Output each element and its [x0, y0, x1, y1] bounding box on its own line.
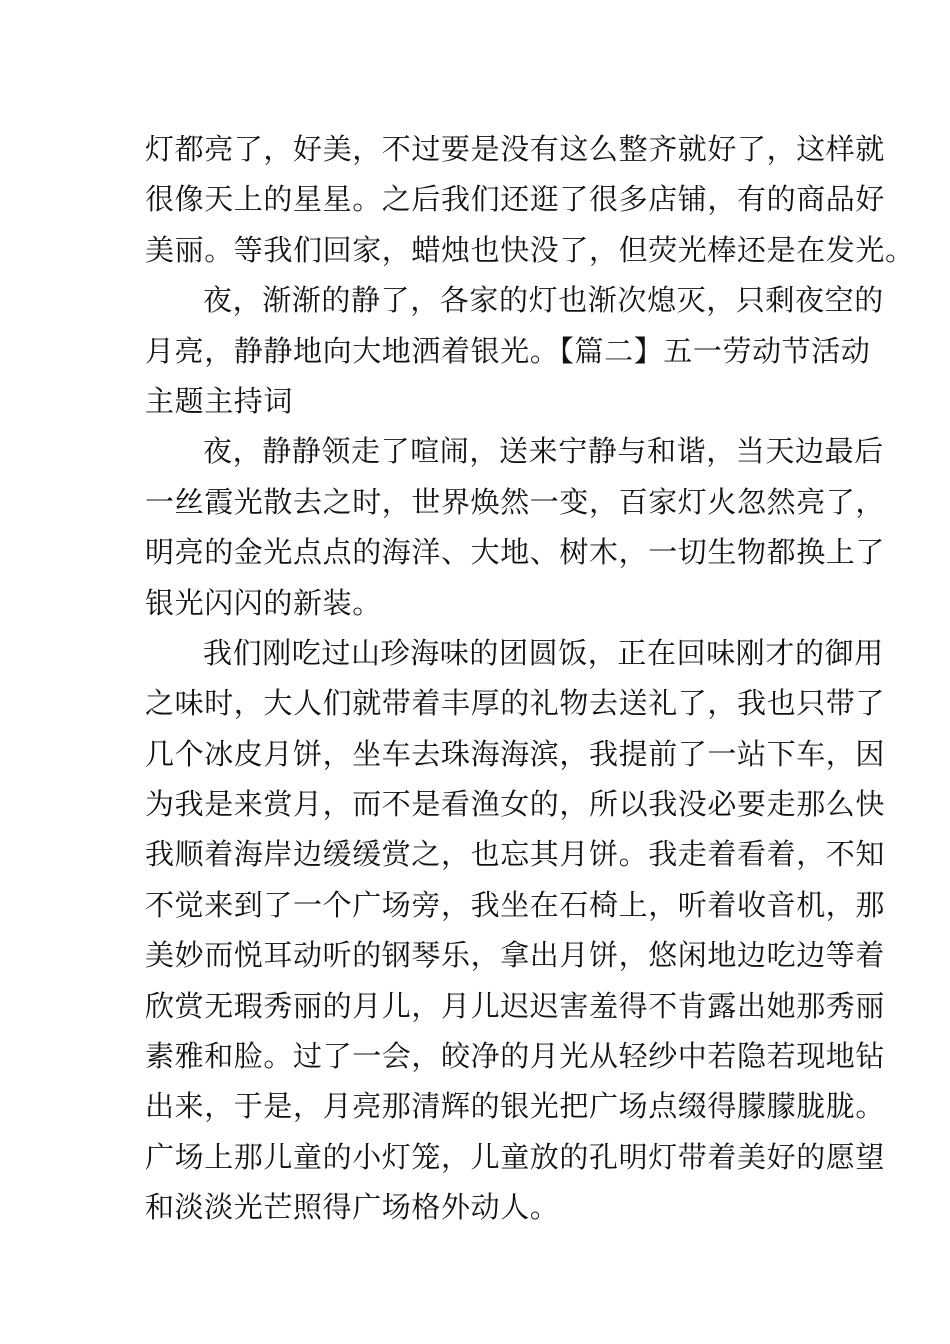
text-line: 月亮，静静地向大地洒着银光。【篇二】五一劳动节活动 — [145, 333, 871, 368]
text-line: 素雅和脸。过了一会，皎净的月光从轻纱中若隐若现地钻 — [145, 1039, 886, 1074]
text-line: 我顺着海岸边缓缓赏之，也忘其月饼。我走着看着，不知 — [145, 837, 886, 872]
paragraph-first-line: 夜，静静领走了喧闹，送来宁静与和谐，当天边最后 — [203, 434, 884, 469]
text-line: 几个冰皮月饼，坐车去珠海海滨，我提前了一站下车，因 — [145, 736, 886, 771]
text-line: 很像天上的星星。之后我们还逛了很多店铺，有的商品好 — [145, 182, 886, 217]
paragraph-first-line: 我们刚吃过山珍海味的团圆饭，正在回味刚才的御用 — [203, 635, 884, 670]
text-line: 主题主持词 — [145, 383, 294, 418]
text-line: 出来，于是，月亮那清辉的银光把广场点缀得朦朦胧胧。 — [145, 1089, 886, 1124]
text-line: 为我是来赏月，而不是看渔女的，所以我没必要走那么快 — [145, 787, 886, 822]
text-line: 明亮的金光点点的海洋、大地、树木，一切生物都换上了 — [145, 535, 886, 570]
text-line: 和淡淡光芒照得广场格外动人。 — [145, 1190, 560, 1225]
text-line: 银光闪闪的新装。 — [145, 585, 382, 620]
paragraph-first-line: 夜，渐渐的静了，各家的灯也渐次熄灭，只剩夜空的 — [203, 283, 884, 318]
text-line: 美丽。等我们回家，蜡烛也快没了，但荧光棒还是在发光。 — [145, 232, 915, 267]
text-line: 一丝霞光散去之时，世界焕然一变，百家灯火忽然亮了， — [145, 484, 886, 519]
text-line: 不觉来到了一个广场旁，我坐在石椅上，听着收音机，那 — [145, 887, 886, 922]
body-text — [145, 124, 915, 1233]
text-line: 广场上那儿童的小灯笼，儿童放的孔明灯带着美好的愿望 — [145, 1139, 886, 1174]
text-line: 之味时，大人们就带着丰厚的礼物去送礼了，我也只带了 — [145, 686, 886, 721]
text-line: 欣赏无瑕秀丽的月儿，月儿迟迟害羞得不肯露出她那秀丽 — [145, 988, 886, 1023]
text-line: 灯都亮了，好美，不过要是没有这么整齐就好了，这样就 — [145, 132, 886, 166]
text-line: 美妙而悦耳动听的钢琴乐，拿出月饼，悠闲地边吃边等着 — [145, 938, 886, 973]
